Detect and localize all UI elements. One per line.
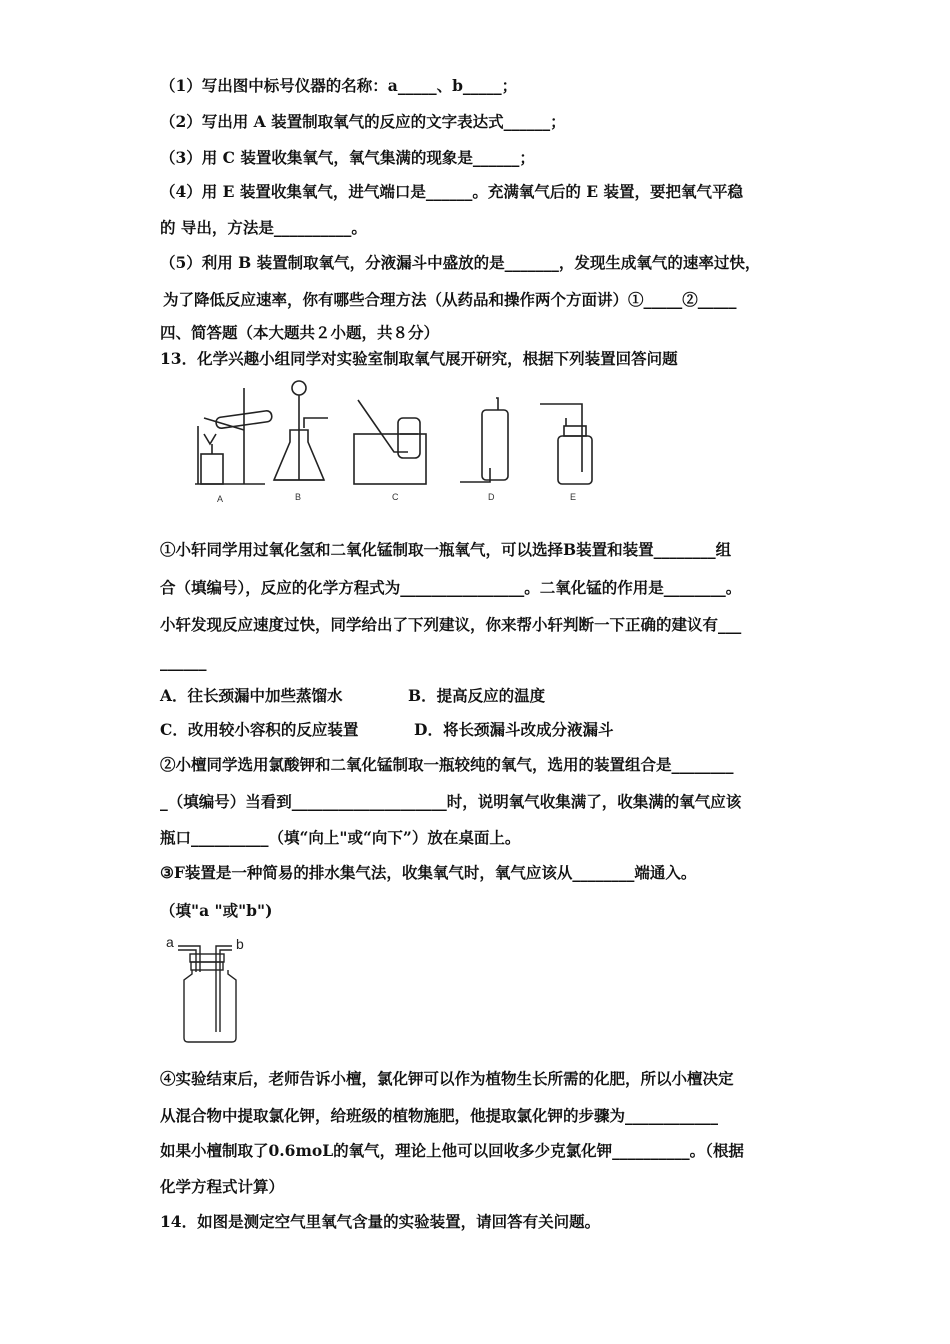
section-4-heading: 四、简答题（本大题共２小题，共８分） xyxy=(160,323,440,342)
part-2-line-3: 瓶口__________（填“向上"或“向下”）放在桌面上。 xyxy=(160,828,521,847)
part-2-line-1: ②小檀同学选用氯酸钾和二氧化锰制取一瓶较纯的氧气，选用的装置组合是________ xyxy=(160,755,734,774)
label-d: D xyxy=(488,492,495,502)
question-13: 13．化学兴趣小组同学对实验室制取氧气展开研究，根据下列装置回答问题 xyxy=(160,349,678,368)
port-b-label: b xyxy=(236,936,244,952)
part-1-line-3: 小轩发现反应速度过快，同学给出了下列建议，你来帮小轩判断一下正确的建议有___ xyxy=(160,615,742,634)
option-d: D．将长颈漏斗改成分液漏斗 xyxy=(414,720,614,739)
question-5-line-2: 为了降低反应速率，你有哪些合理方法（从药品和操作两个方面讲）①_____②_____ xyxy=(163,290,737,309)
part-3-line-1: ③F装置是一种简易的排水集气法，收集氧气时，氧气应该从________端通入。 xyxy=(160,863,697,882)
question-4-line-1: （4）用 E 装置收集氧气，进气端口是______。充满氧气后的 E 装置，要把氧气平稳 xyxy=(160,182,744,201)
part-2-line-2: _（填编号）当看到____________________时，说明氧气收集满了，收集满的氧气应该 xyxy=(160,792,742,811)
part-1-line-2: 合（填编号），反应的化学方程式为________________。二氧化锰的作用是________。 xyxy=(160,578,742,597)
option-b: B．提高反应的温度 xyxy=(408,686,546,705)
part-4-line-1: ④实验结束后，老师告诉小檀，氯化钾可以作为植物生长所需的化肥，所以小檀决定 xyxy=(160,1069,734,1088)
option-c: C．改用较小容积的反应装置 xyxy=(160,720,359,739)
part-4-line-2: 从混合物中提取氯化钾，给班级的植物施肥，他提取氯化钾的步骤为____________ xyxy=(160,1106,719,1125)
question-4-line-2: 的 导出，方法是__________。 xyxy=(160,218,367,237)
label-b: B xyxy=(295,492,302,502)
label-e: E xyxy=(570,492,577,502)
question-5-line-1: （5）利用 B 装置制取氧气，分液漏斗中盛放的是_______，发现生成氧气的速率过快， xyxy=(160,253,761,272)
part-4-line-4: 化学方程式计算） xyxy=(160,1177,285,1196)
part-1-line-1: ①小轩同学用过氧化氢和二氧化锰制取一瓶氧气，可以选择B装置和装置________组 xyxy=(160,540,732,559)
question-14: 14．如图是测定空气里氧气含量的实验装置，请回答有关问题。 xyxy=(160,1212,601,1231)
port-a-label: a xyxy=(166,934,174,950)
question-2: （2）写出用 A 装置制取氧气的反应的文字表达式______； xyxy=(160,112,566,131)
apparatus-b xyxy=(274,381,328,480)
option-a: A．往长颈漏中加些蒸馏水 xyxy=(160,686,343,705)
part-4-line-3: 如果小檀制取了0.6moL的氧气，理论上他可以回收多少克氯化钾__________。（根据 xyxy=(160,1141,744,1160)
apparatus-d xyxy=(460,398,508,482)
question-1: （1）写出图中标号仪器的名称：a_____、b_____； xyxy=(160,76,518,95)
label-c: C xyxy=(392,492,399,502)
bottle-f-figure xyxy=(160,932,260,1047)
apparatus-c xyxy=(354,400,426,484)
apparatus-e xyxy=(540,404,592,484)
label-a: A xyxy=(217,494,224,504)
question-3: （3）用 C 装置收集氧气，氧气集满的现象是______； xyxy=(160,148,535,167)
apparatus-a xyxy=(195,388,272,484)
apparatus-figure xyxy=(190,378,610,508)
part-3-line-2: （填"a "或"b") xyxy=(160,901,273,920)
part-1-line-4: ______ xyxy=(160,652,207,671)
